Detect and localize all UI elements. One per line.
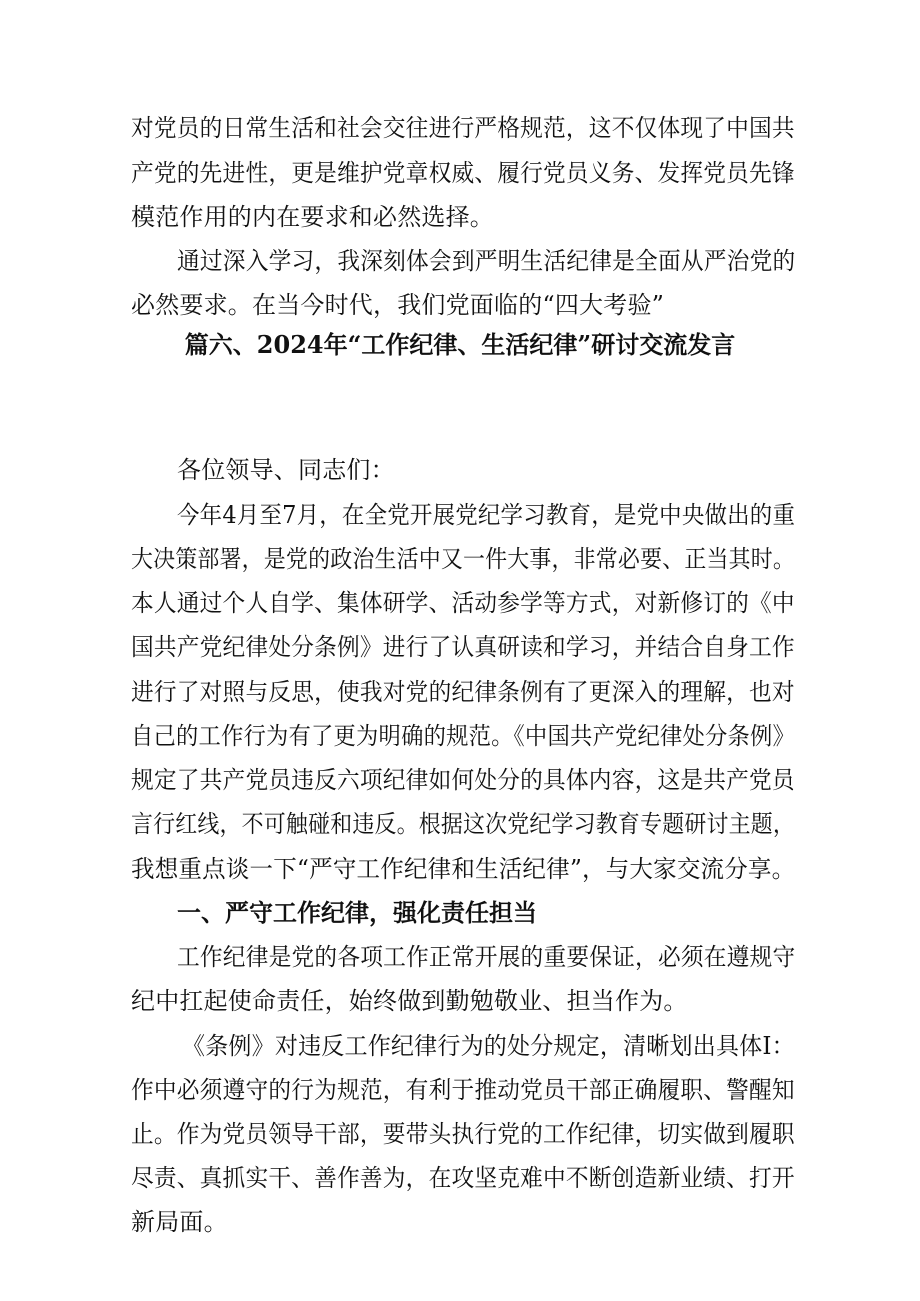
body-line: 进行了对照与反思，使我对党的纪律条例有了更深入的理解，也对 [131,678,795,706]
body-line: 我想重点谈一下“严守工作纪律和生活纪律”，与大家交流分享。 [131,855,796,883]
salutation: 各位领导、同志们： [177,456,395,484]
intro-line: 通过深入学习，我深刻体会到严明生活纪律是全面从严治党的 [177,247,796,275]
section-heading: 一、严守工作纪律，强化责任担当 [177,898,537,927]
intro-line: 对党员的日常生活和社会交往进行严格规范，这不仅体现了中国共 [131,114,795,142]
intro-line: 必然要求。在当今时代，我们党面临的“四大考验” [131,291,665,319]
section-line: 新局面。 [131,1208,228,1236]
body-line: 自己的工作行为有了更为明确的规范。《中国共产党纪律处分条例》 [131,722,795,750]
section-line: 《条例》对违反工作纪律行为的处分规定，清晰划出具体I： [182,1032,795,1060]
body-line: 今年4月至7月，在全党开展党纪学习教育，是党中央做出的重 [177,501,796,529]
body-line: 规定了共产党员违反六项纪律如何处分的具体内容，这是共产党员 [131,766,795,794]
body-line: 言行红线，不可触碰和违反。根据这次党纪学习教育专题研讨主题， [131,810,795,838]
section-line: 纪中扛起使命责任，始终做到勤勉敬业、担当作为。 [131,987,688,1015]
body-line: 国共产党纪律处分条例》进行了认真研读和学习，并结合自身工作 [131,633,795,661]
body-line: 大决策部署，是党的政治生活中又一件大事，非常必要、正当其时。 [131,545,795,573]
section-line: 尽责、真抓实干、善作善为，在攻坚克难中不断创造新业绩、打开 [131,1164,795,1192]
intro-line: 模范作用的内在要求和必然选择。 [131,203,494,231]
intro-line: 产党的先进性，更是维护党章权威、履行党员义务、发挥党员先锋 [131,159,795,187]
section-line: 工作纪律是党的各项工作正常开展的重要保证，必须在遵规守 [177,943,796,971]
body-line: 本人通过个人自学、集体研学、活动参学等方式，对新修订的《中 [131,589,795,617]
document-title: 篇六、2024年“工作纪律、生活纪律”研讨交流发言 [184,330,736,359]
section-line: 作中必须遵守的行为规范，有利于推动党员干部正确履职、警醒知 [131,1076,795,1104]
section-line: 止。作为党员领导干部，要带头执行党的工作纪律，切实做到履职 [131,1120,795,1148]
